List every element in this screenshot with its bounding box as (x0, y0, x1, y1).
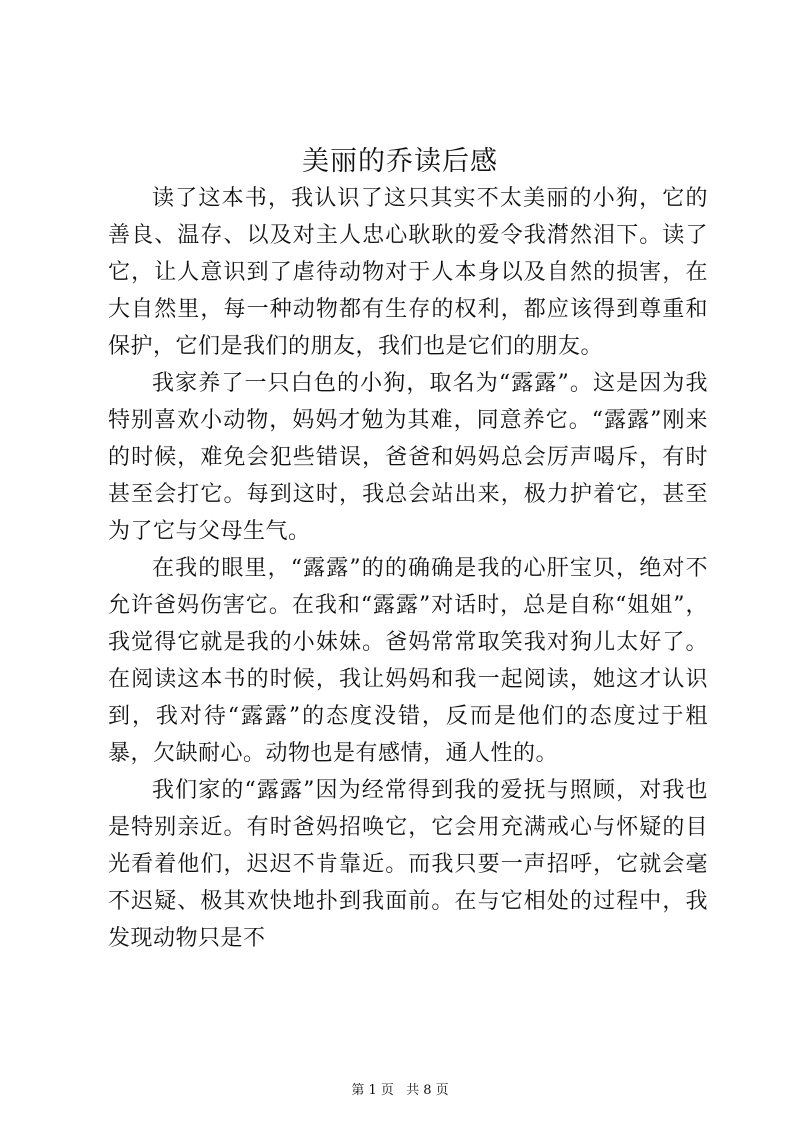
paragraph-1: 读了这本书，我认识了这只其实不太美丽的小狗，它的善良、温存、以及对主人忠心耿耿的爱令我潸然泪下。读了它，让人意识到了虐待动物对于人本身以及自然的损害，在大自然里，每一种动物都有生存的权利，都应该得到尊重和保护，它们是我们的朋友，我们也是它们的朋友。 (108, 186, 708, 359)
paragraph-4: 我们家的“露露”因为经常得到我的爱抚与照顾，对我也是特别亲近。有时爸妈招唤它，它会用充满戒心与怀疑的目光看着他们，迟迟不肯靠近。而我只要一声招呼，它就会毫不迟疑、极其欢快地扑到我面前。在与它相处的过程中，我发现动物只是不 (108, 778, 708, 951)
page-number: 第 1 页 (351, 1083, 394, 1098)
page-footer (0, 1082, 800, 1100)
document-body (108, 180, 708, 957)
page-title: 美丽的乔读后感 (302, 146, 498, 177)
paragraph-3: 在我的眼里，“露露”的的确确是我的心肝宝贝，绝对不允许爸妈伤害它。在我和“露露”对话时，总是自称“姐姐”，我觉得它就是我的小妹妹。爸妈常常取笑我对狗儿太好了。在阅读这本书的时候，我让妈妈和我一起阅读，她这才认识到，我对待“露露”的态度没错，反而是他们的态度过于粗暴，欠缺耐心。动物也是有感情，通人性的。 (108, 556, 708, 766)
page-total: 共 8 页 (406, 1083, 449, 1098)
paragraph-2: 我家养了一只白色的小狗，取名为“露露”。这是因为我特别喜欢小动物，妈妈才勉为其难，同意养它。“露露”刚来的时候，难免会犯些错误，爸爸和妈妈总会厉声喝斥，有时甚至会打它。每到这时，我总会站出来，极力护着它，甚至为了它与父母生气。 (108, 371, 708, 544)
